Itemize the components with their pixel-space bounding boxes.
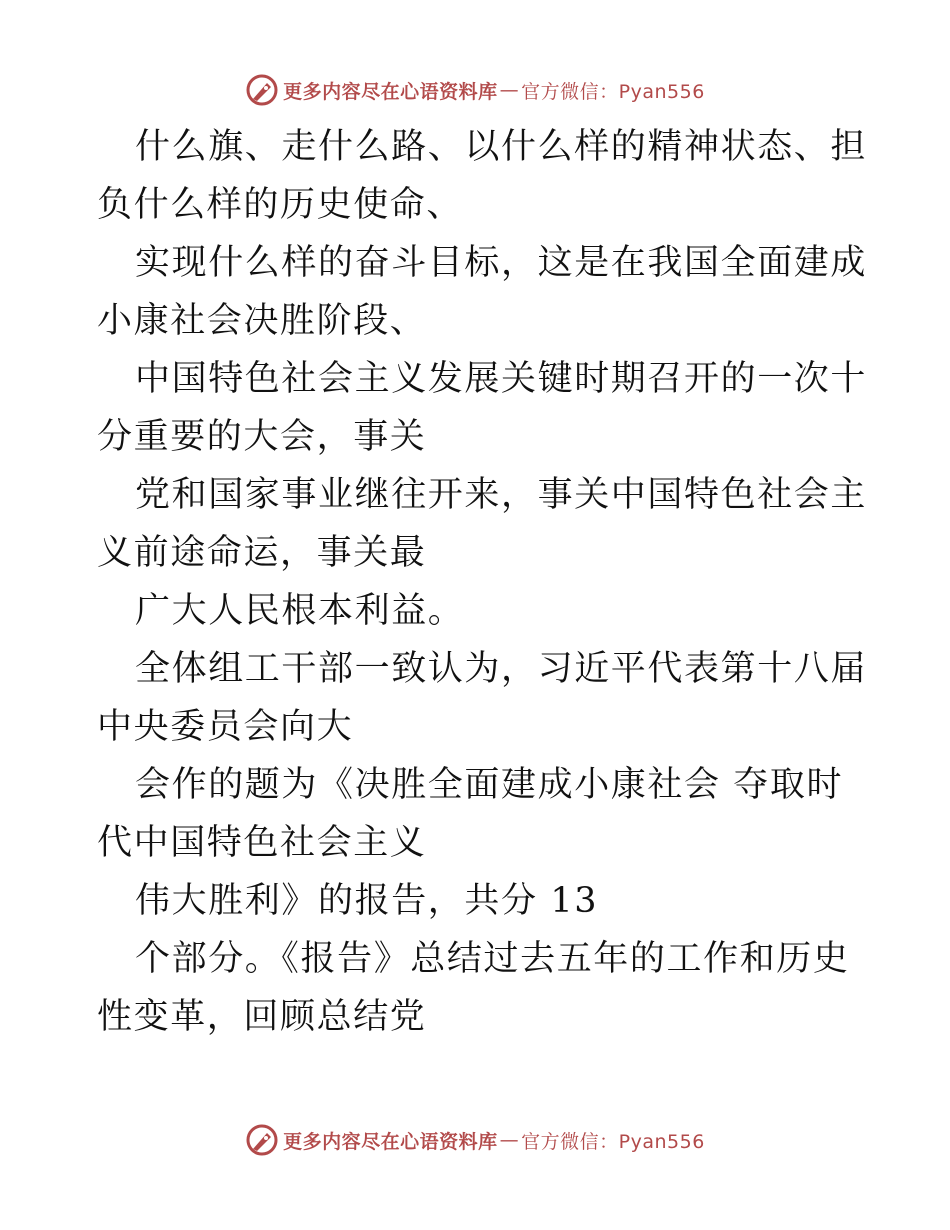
footer-slogan: 更多内容尽在心语资料库 xyxy=(283,1130,498,1153)
paragraph: 什么旗、走什么路、以什么样的精神状态、担负什么样的历史使命、 xyxy=(97,127,868,225)
paragraph: 实现什么样的奋斗目标，这是在我国全面建成小康社会决胜阶段、 xyxy=(97,243,868,341)
paragraph: 党和国家事业继往开来，事关中国特色社会主义前途命运，事关最 xyxy=(97,475,868,573)
paragraph: 会作的题为《决胜全面建成小康社会 夺取时代中国特色社会主义 xyxy=(97,765,844,863)
document-body xyxy=(97,118,867,1046)
paragraph: 广大人民根本利益。 xyxy=(135,591,465,631)
header-banner xyxy=(0,70,950,110)
paragraph: 伟大胜利》的报告，共分 13 xyxy=(135,881,599,921)
footer-separator: — xyxy=(499,1129,520,1151)
header-separator: — xyxy=(499,79,520,101)
footer-banner xyxy=(0,1120,950,1160)
paragraph: 中国特色社会主义发展关键时期召开的一次十分重要的大会，事关 xyxy=(97,359,868,457)
paragraph: 个部分。《报告》总结过去五年的工作和历史性变革，回顾总结党 xyxy=(97,939,850,1037)
pen-nib-logo-icon xyxy=(245,73,279,107)
footer-contact: 官方微信：Pyan556 xyxy=(521,1130,705,1153)
paragraph: 全体组工干部一致认为，习近平代表第十八届中央委员会向大 xyxy=(97,649,868,747)
pen-nib-logo-icon xyxy=(245,1123,279,1157)
header-slogan: 更多内容尽在心语资料库 xyxy=(283,80,498,103)
header-contact: 官方微信：Pyan556 xyxy=(521,80,705,103)
